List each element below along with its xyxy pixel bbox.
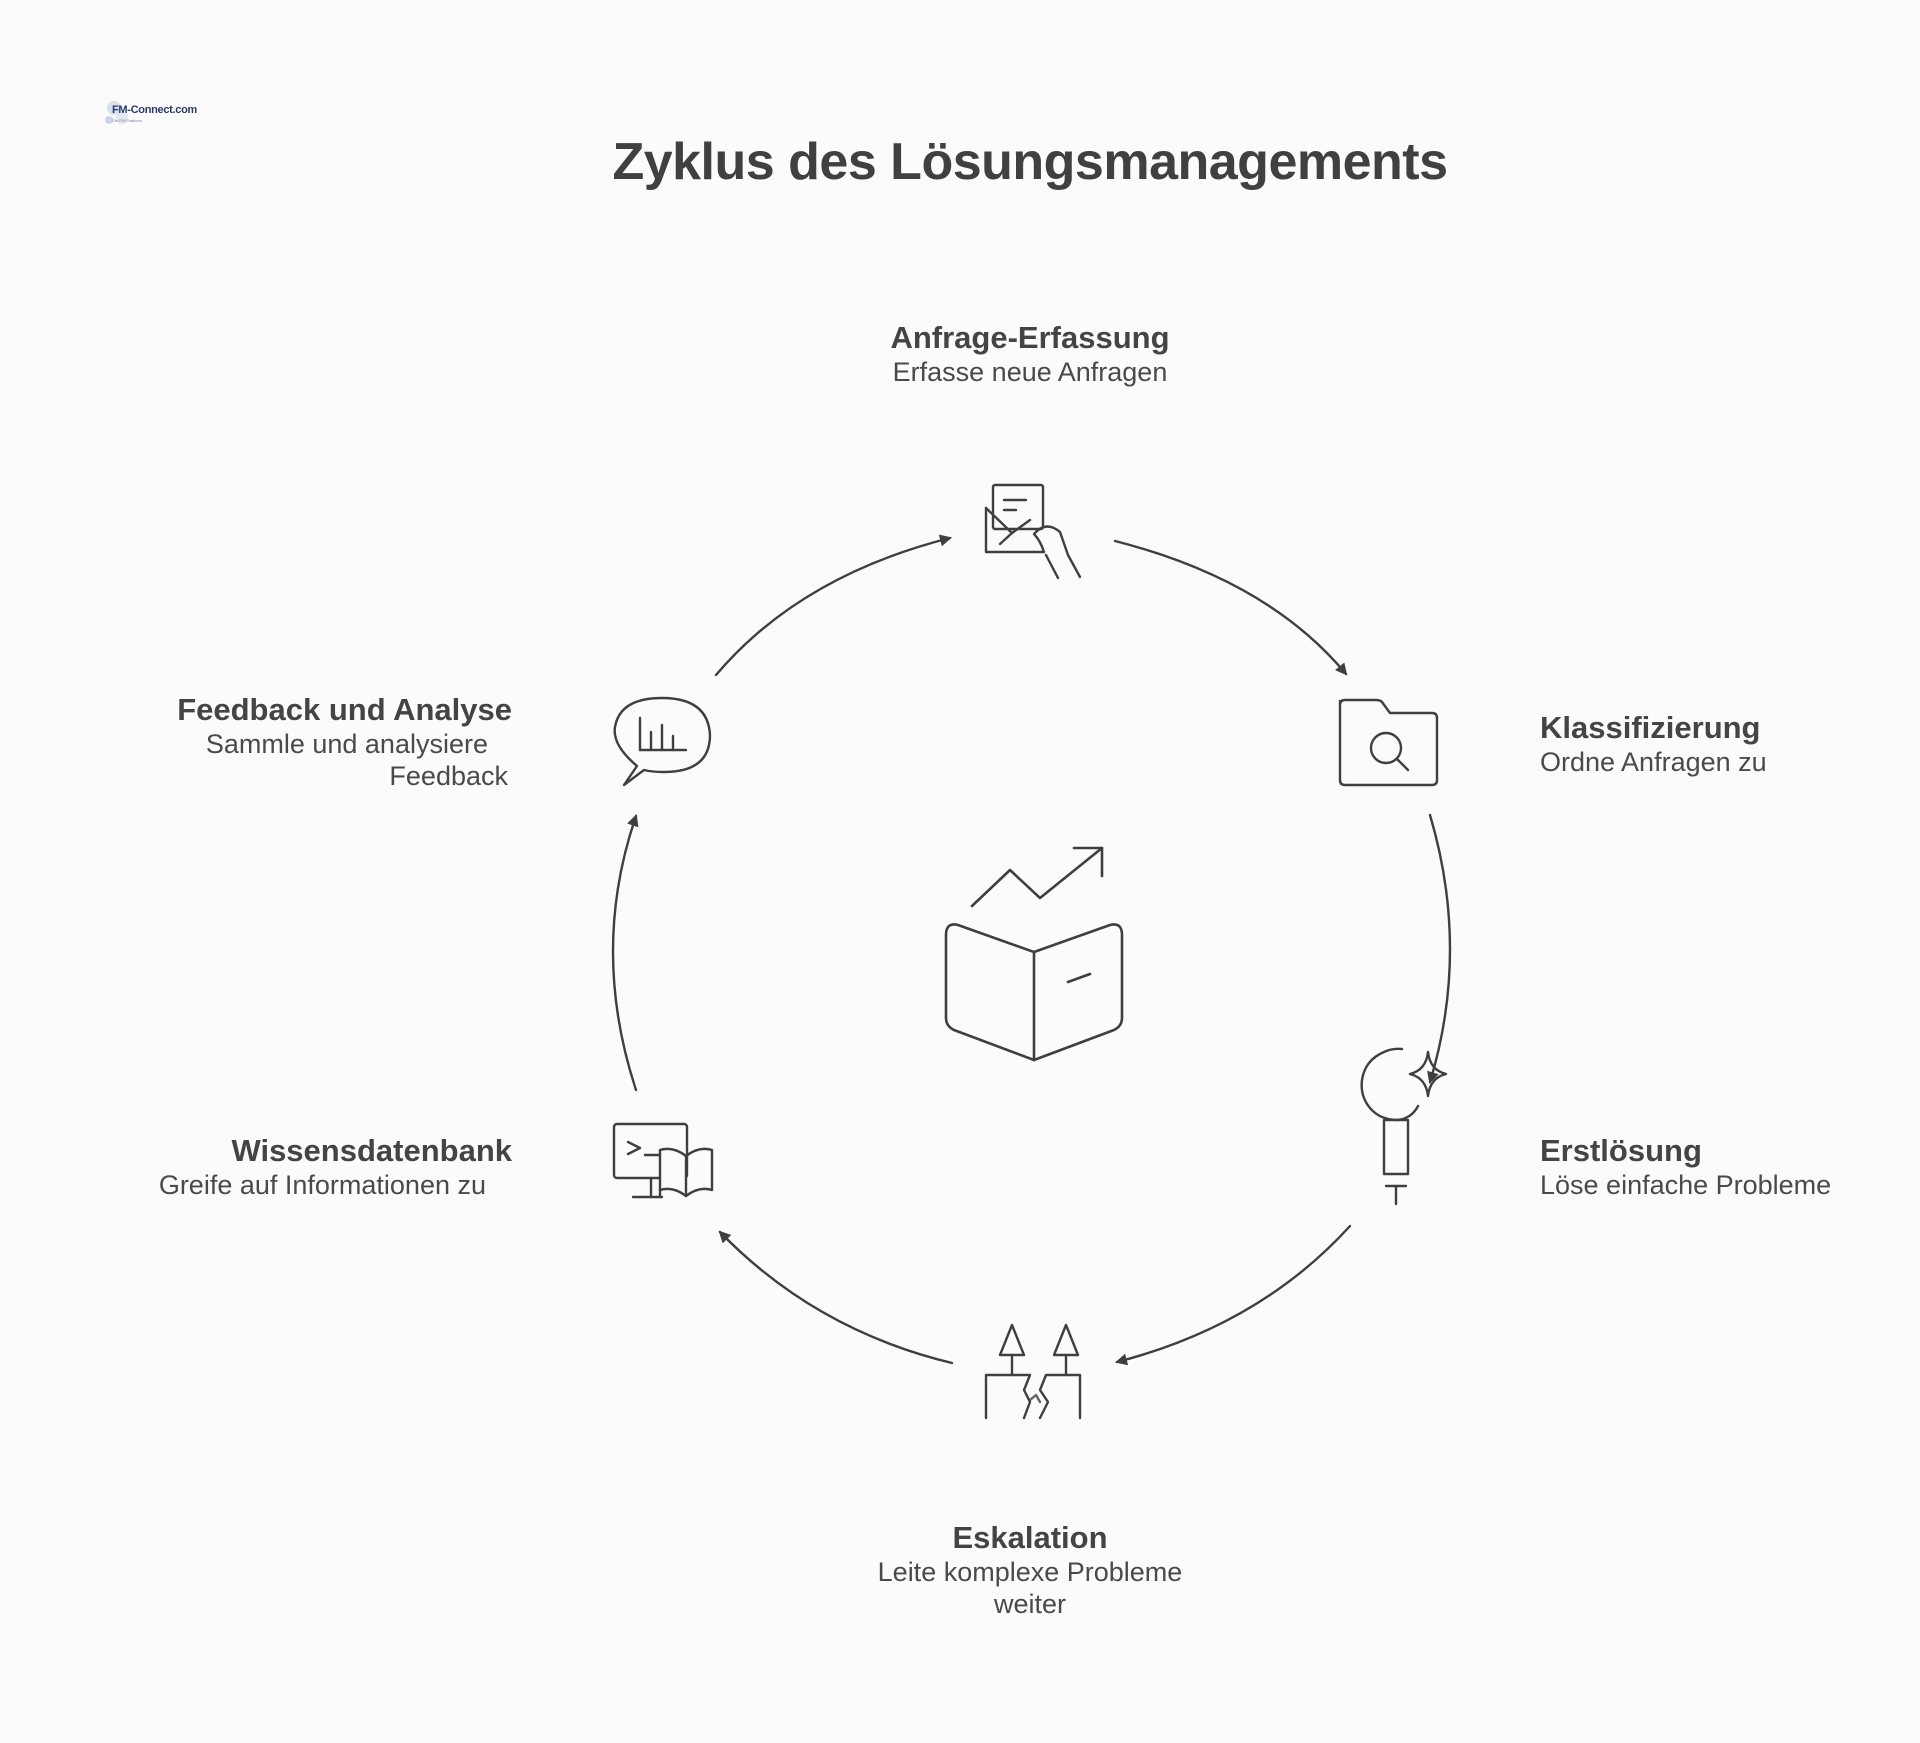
page-title: Zyklus des Lösungsmanagements (612, 133, 1448, 191)
step-eskalation (860, 1520, 1200, 1620)
step-heading: Wissensdatenbank (231, 1133, 512, 1168)
open-box-growth-icon (946, 848, 1122, 1060)
step-description: Ordne Anfragen zu (1540, 747, 1767, 777)
arrow-4-to-5 (720, 1232, 952, 1363)
step-description: Erfasse neue Anfragen (892, 357, 1168, 387)
arrow-5-to-6 (613, 816, 636, 1090)
step-feedback-analyse (160, 692, 512, 792)
step-erstloesung (1540, 1133, 1900, 1201)
logo-text: FM-Connect.com (112, 104, 198, 116)
step-description: Greife auf Informationen zu (158, 1170, 486, 1200)
step-description-line-1: Leite komplexe Probleme (877, 1557, 1183, 1587)
logo-subtext: Die FM-Plattform (112, 118, 143, 123)
step-heading: Feedback und Analyse (177, 692, 512, 727)
folder-search-icon (1340, 700, 1437, 785)
step-description: Löse einfache Probleme (1540, 1170, 1832, 1200)
arrow-3-to-4 (1117, 1226, 1350, 1362)
step-anfrage-erfassung (880, 320, 1180, 388)
arrow-1-to-2 (1115, 541, 1346, 674)
envelope-hand-icon (986, 485, 1080, 578)
step-klassifizierung (1540, 710, 1870, 778)
step-description-line-1: Sammle und analysiere (205, 729, 488, 759)
monitor-book-icon (614, 1124, 712, 1197)
step-description-line-2: Feedback (389, 761, 508, 791)
step-description-line-2: weiter (993, 1589, 1067, 1619)
step-heading: Erstlösung (1540, 1133, 1702, 1168)
arrow-6-to-1 (716, 538, 950, 675)
step-wissensdatenbank (120, 1133, 512, 1201)
step-heading: Eskalation (952, 1520, 1108, 1555)
arrow-2-to-3 (1430, 815, 1450, 1082)
chat-chart-icon (615, 698, 710, 785)
step-heading: Anfrage-Erfassung (890, 320, 1170, 355)
step-heading: Klassifizierung (1540, 710, 1761, 745)
broken-tower-icon (986, 1325, 1080, 1418)
